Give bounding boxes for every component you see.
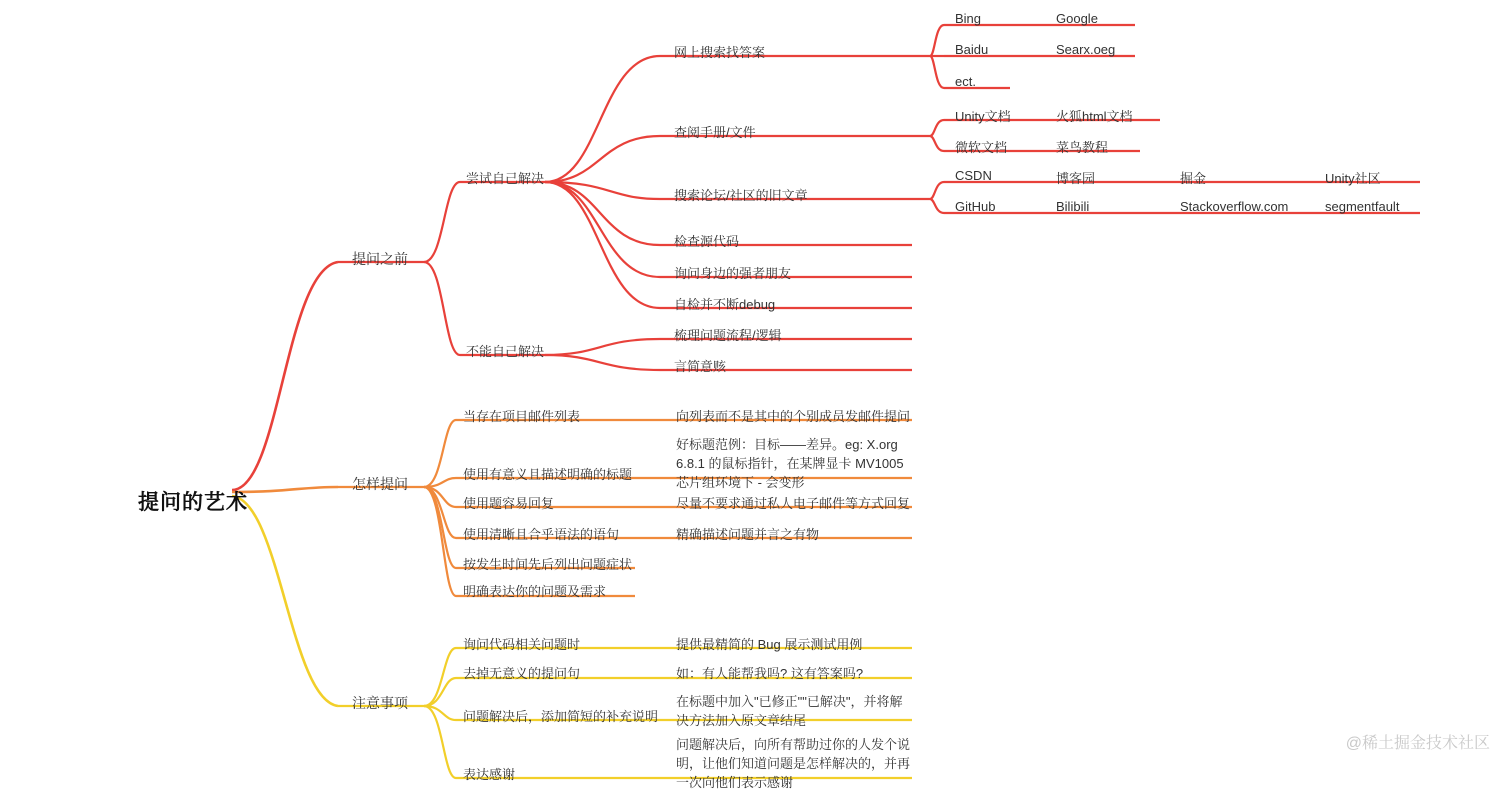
node-web-search[interactable]: 网上搜索找答案	[674, 45, 766, 60]
node-try-self-solve[interactable]: 尝试自己解决	[466, 171, 545, 186]
watermark: @稀土掘金技术社区	[1345, 735, 1490, 752]
node-csdn[interactable]: CSDN	[955, 168, 992, 183]
node-clear-grammar-detail[interactable]: 精确描述问题并言之有物	[676, 527, 820, 542]
node-check-source[interactable]: 检查源代码	[674, 234, 740, 249]
node-runoob[interactable]: 菜鸟教程	[1056, 140, 1109, 155]
node-remove-meaningless[interactable]: 去掉无意义的提问句	[463, 666, 581, 681]
node-unity-docs[interactable]: Unity文档	[955, 109, 1011, 124]
node-bing[interactable]: Bing	[955, 11, 982, 26]
node-read-manual[interactable]: 查阅手册/文件	[674, 125, 756, 140]
node-github[interactable]: GitHub	[955, 199, 996, 214]
node-segmentfault[interactable]: segmentfault	[1325, 199, 1400, 214]
node-google[interactable]: Google	[1056, 11, 1098, 26]
branch-label-before-asking[interactable]: 提问之前	[352, 251, 408, 267]
node-say-thanks-detail[interactable]: 问题解决后，向所有帮助过你的人发个说明，让他们知道问题是怎样解决的，并再一次向他们表示感谢	[676, 737, 911, 790]
node-bilibili[interactable]: Bilibili	[1056, 199, 1090, 214]
root-node[interactable]: 提问的艺术	[138, 491, 248, 514]
node-etc[interactable]: ect.	[955, 74, 976, 89]
node-chronological-symptoms[interactable]: 按发生时间先后列出问题症状	[463, 557, 633, 572]
node-cnblogs[interactable]: 博客园	[1056, 171, 1096, 186]
node-mailing-list[interactable]: 当存在项目邮件列表	[463, 409, 581, 424]
node-title-example[interactable]: 好标题范例：目标——差异。eg: X.org 6.8.1 的鼠标指针，在某牌显卡 MV1005 芯片组环境下 - 会变形	[676, 437, 908, 490]
node-clear-grammar[interactable]: 使用清晰且合乎语法的语句	[463, 527, 620, 542]
node-stackoverflow[interactable]: Stackoverflow.com	[1180, 199, 1289, 214]
node-be-concise[interactable]: 言简意赅	[674, 359, 727, 374]
node-easy-to-reply-detail[interactable]: 尽量不要求通过私人电子邮件等方式回复	[676, 496, 911, 511]
node-mailing-list-detail[interactable]: 向列表而不是其中的个别成员发邮件提问	[676, 409, 911, 424]
node-search-forums[interactable]: 搜索论坛/社区的旧文章	[674, 188, 808, 203]
node-easy-to-reply[interactable]: 使用题容易回复	[463, 496, 555, 511]
node-self-debug[interactable]: 自检并不断debug	[674, 297, 776, 312]
node-add-followup[interactable]: 问题解决后，添加简短的补充说明	[463, 709, 659, 724]
node-meaningful-title[interactable]: 使用有意义且描述明确的标题	[463, 467, 633, 482]
node-state-your-needs[interactable]: 明确表达你的问题及需求	[463, 584, 607, 599]
node-juejin[interactable]: 掘金	[1180, 171, 1207, 186]
branch-label-notes[interactable]: 注意事项	[352, 695, 408, 711]
node-add-followup-detail[interactable]: 在标题中加入"已修正""已解决"，并将解决方法加入原文章结尾	[676, 694, 903, 728]
node-remove-meaningless-detail[interactable]: 如：有人能帮我吗? 这有答案吗?	[676, 666, 864, 681]
node-searx[interactable]: Searx.oeg	[1056, 42, 1116, 57]
node-baidu[interactable]: Baidu	[955, 42, 989, 57]
node-cannot-self-solve[interactable]: 不能自己解决	[466, 344, 545, 359]
node-code-question[interactable]: 询问代码相关问题时	[463, 637, 581, 652]
node-organize-logic[interactable]: 梳理问题流程/逻辑	[674, 328, 782, 343]
node-unity-community[interactable]: Unity社区	[1325, 171, 1381, 186]
node-say-thanks[interactable]: 表达感谢	[463, 767, 516, 782]
node-minimal-testcase[interactable]: 提供最精简的 Bug 展示测试用例	[676, 637, 863, 652]
branch-label-how-to-ask[interactable]: 怎样提问	[352, 476, 408, 492]
node-ask-friends[interactable]: 询问身边的强者朋友	[674, 266, 792, 281]
node-microsoft-docs[interactable]: 微软文档	[955, 140, 1008, 155]
node-firefox-html-docs[interactable]: 火狐html文档	[1056, 109, 1133, 124]
